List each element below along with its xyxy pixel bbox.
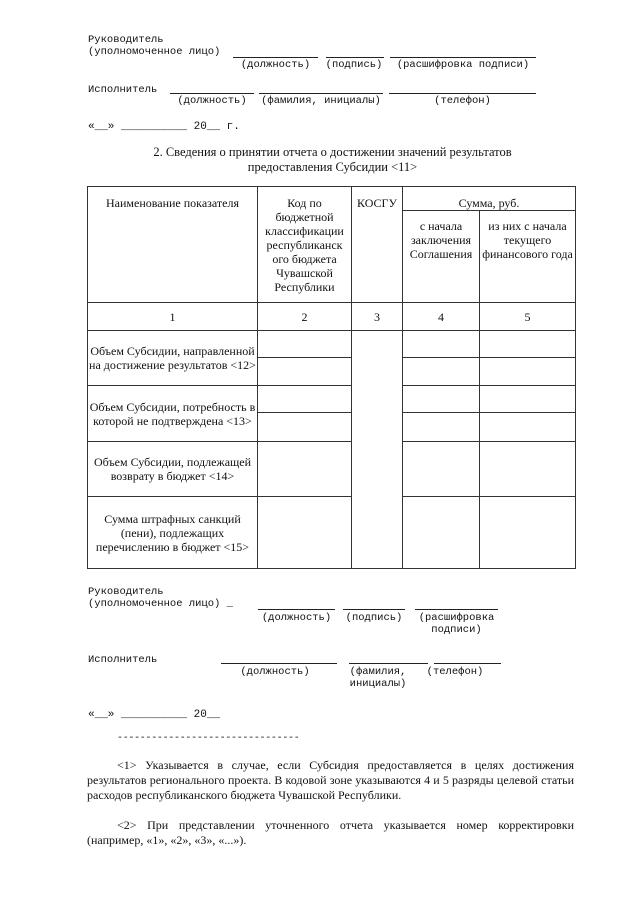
table-row	[88, 442, 576, 469]
fio-line	[259, 93, 383, 94]
table-cell	[403, 386, 480, 413]
row-label-return: Объем Субсидии, подлежащей возврату в бюджет <14>	[88, 442, 258, 497]
header-name: Наименование показателя	[88, 187, 258, 303]
fio-caption-2b: инициалы)	[349, 678, 407, 690]
fio-caption: (фамилия, инициалы)	[261, 95, 381, 107]
table-cell	[480, 497, 576, 569]
signature-caption: (подпись)	[325, 59, 383, 71]
table-row	[88, 386, 576, 413]
table-cell	[258, 413, 352, 442]
table-row	[88, 331, 576, 358]
col-number-5: 5	[480, 303, 576, 331]
table-cell	[258, 358, 352, 386]
table-row	[88, 497, 576, 533]
position-line-3	[258, 609, 335, 610]
table-cell	[480, 358, 576, 386]
row-label-directed: Объем Субсидии, направленной на достижение результатов <12>	[88, 331, 258, 386]
position-caption-4: (должность)	[240, 666, 310, 678]
col-number-3: 3	[352, 303, 403, 331]
table-cell	[480, 331, 576, 358]
table-cell	[258, 386, 352, 413]
head-label: Руководитель	[88, 34, 164, 46]
fio-caption-2a: (фамилия,	[349, 666, 407, 678]
header-code: Код по бюджетной классификации республиканск ого бюджета Чувашской Республики	[258, 187, 352, 303]
footnote-1-text: <1> Указывается в случае, если Субсидия предоставляется в целях достижения результатов регионального проекта. В кодовой зоне указываются 4 и 5 разряды целевой статьи расходов республиканского бюджета Чувашской Республики.	[87, 758, 574, 802]
table-cell	[480, 386, 576, 413]
footnote-2	[87, 818, 574, 848]
fio-line-2	[349, 663, 428, 664]
table-cell	[258, 331, 352, 358]
footnote-1	[87, 758, 574, 803]
decode-caption: (расшифровка подписи)	[396, 59, 530, 71]
section-title-line1: 2. Сведения о принятии отчета о достижении значений результатов	[153, 145, 512, 159]
head-sublabel: (уполномоченное лицо)	[88, 46, 221, 58]
signature-line	[326, 57, 384, 58]
row-label-unconfirmed: Объем Субсидии, потребность в которой не подтверждена <13>	[88, 386, 258, 442]
decode-line-2	[415, 609, 498, 610]
phone-caption: (телефон)	[434, 95, 491, 107]
row-label-penalties: Сумма штрафных санкций (пени), подлежащих перечислению в бюджет <15>	[88, 497, 258, 569]
executor-label-2: Исполнитель	[88, 654, 158, 666]
header-from-agreement: с начала заключения Соглашения	[403, 211, 480, 303]
position-caption-2: (должность)	[177, 95, 247, 107]
signature-line-2	[343, 609, 405, 610]
footnote-2-text: <2> При представлении уточненного отчета указывается номер корректировки (например, «1», «2», «3», «...»).	[87, 818, 574, 847]
table-cell	[403, 497, 480, 569]
decode-line	[390, 57, 536, 58]
executor-label: Исполнитель	[88, 84, 158, 96]
decode-caption-2a: (расшифровка	[418, 612, 495, 624]
phone-line-2	[434, 663, 501, 664]
col-number-2: 2	[258, 303, 352, 331]
position-caption-3: (должность)	[261, 612, 332, 624]
report-table	[87, 186, 576, 569]
table-cell	[403, 358, 480, 386]
footnote-separator: --------------------------------	[117, 733, 300, 744]
head-sublabel-2: (уполномоченное лицо) _	[88, 598, 233, 610]
table-cell	[403, 413, 480, 442]
table-cell	[403, 331, 480, 358]
table-cell	[403, 442, 480, 497]
position-caption: (должность)	[240, 59, 311, 71]
col-number-1: 1	[88, 303, 258, 331]
phone-line	[389, 93, 536, 94]
signature-caption-2: (подпись)	[345, 612, 403, 624]
position-line	[233, 57, 318, 58]
header-sum: Сумма, руб.	[403, 187, 576, 211]
table-cell	[480, 442, 576, 497]
table-cell	[258, 497, 352, 569]
position-line-2	[170, 93, 254, 94]
table-cell	[258, 442, 352, 497]
table-cell	[480, 413, 576, 442]
table-cell-kosgu	[352, 331, 403, 569]
header-kosgu: КОСГУ	[352, 187, 403, 303]
col-number-4: 4	[403, 303, 480, 331]
phone-caption-2: (телефон)	[426, 666, 484, 678]
position-line-4	[221, 663, 337, 664]
head-label-2: Руководитель	[88, 586, 164, 598]
section-title-line2: предоставления Субсидии <11>	[247, 160, 418, 174]
date-line-2: «__» __________ 20__	[88, 709, 221, 721]
decode-caption-2b: подписи)	[431, 624, 482, 636]
date-line: «__» __________ 20__ г.	[88, 121, 240, 133]
header-from-year: из них с начала текущего финансового года	[480, 211, 576, 303]
